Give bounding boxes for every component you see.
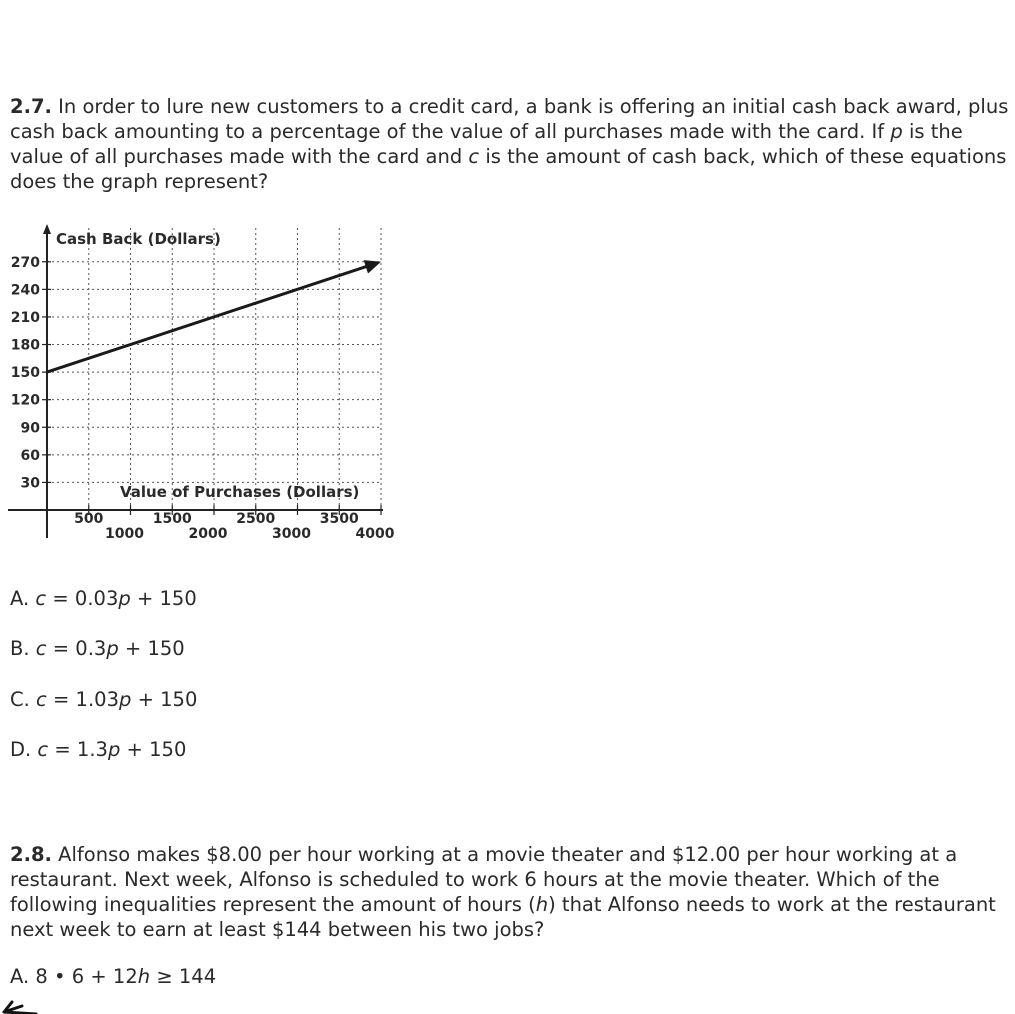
pen-arrow-icon [0,990,50,1014]
x-tick-label: 2500 [236,511,276,527]
option-equation: c = 1.3p + 150 [37,738,187,761]
x-tick-label: 1500 [152,511,192,527]
option-letter: B. [10,637,30,660]
y-axis-label: Cash Back (Dollars) [56,230,221,248]
chart-grid [47,228,381,510]
series-line [47,264,373,372]
chart-series [47,260,381,372]
option-equation: c = 0.3p + 150 [35,637,185,660]
x-tick-label: 3500 [319,511,359,527]
q2-option-a[interactable] [10,965,216,989]
y-tick-label: 240 [10,282,40,299]
question-number: 2.7. [10,95,52,118]
y-tick-label: 150 [10,365,40,382]
y-tick-label: 30 [20,475,40,492]
question-2-7 [10,94,1010,194]
y-tick-label: 180 [10,337,40,354]
y-axis-arrow [43,224,51,234]
option-a[interactable] [10,587,197,611]
y-tick-label: 60 [20,447,40,464]
option-equation: c = 0.03p + 150 [35,587,197,610]
option-equation: c = 1.03p + 150 [36,688,198,711]
y-tick-label: 270 [10,254,40,271]
x-tick-label: 2000 [188,526,228,542]
question-text: Alfonso makes $8.00 per hour working at a movie theater and $12.00 per hour working at a restaurant. Next week, Alfonso is scheduled to work 6 hours at the movie theater. Which of the following inequalities represent the amount of hours (h) that Alfonso needs to work at the restaurant next week to earn at least $144 between his two jobs? [10,843,996,941]
question-number: 2.8. [10,843,52,866]
option-letter: A. [10,965,30,988]
option-b[interactable] [10,637,185,661]
option-equation: 8 • 6 + 12h ≥ 144 [35,965,217,988]
x-tick-label: 4000 [355,526,395,542]
question-2-8 [10,842,1010,942]
question-text: In order to lure new customers to a credit card, a bank is offering an initial cash back award, plus cash back amounting to a percentage of the value of all purchases made with the card. If p is the value of all purchases made with the card and c is the amount of cash back, which of these equations does the graph represent? [10,95,1009,193]
option-letter: C. [10,688,30,711]
option-letter: D. [10,738,32,761]
y-tick-label: 120 [10,392,40,409]
cash-back-chart [0,218,400,553]
option-d[interactable] [10,738,186,762]
option-letter: A. [10,587,30,610]
x-tick-label: 500 [74,511,104,527]
x-axis-label: Value of Purchases (Dollars) [120,483,360,501]
y-tick-label: 90 [20,420,40,437]
option-c[interactable] [10,688,197,712]
series-arrowhead [364,260,381,273]
y-tick-label: 210 [10,309,40,326]
x-tick-label: 3000 [272,526,311,542]
x-tick-label: 1000 [105,526,144,542]
